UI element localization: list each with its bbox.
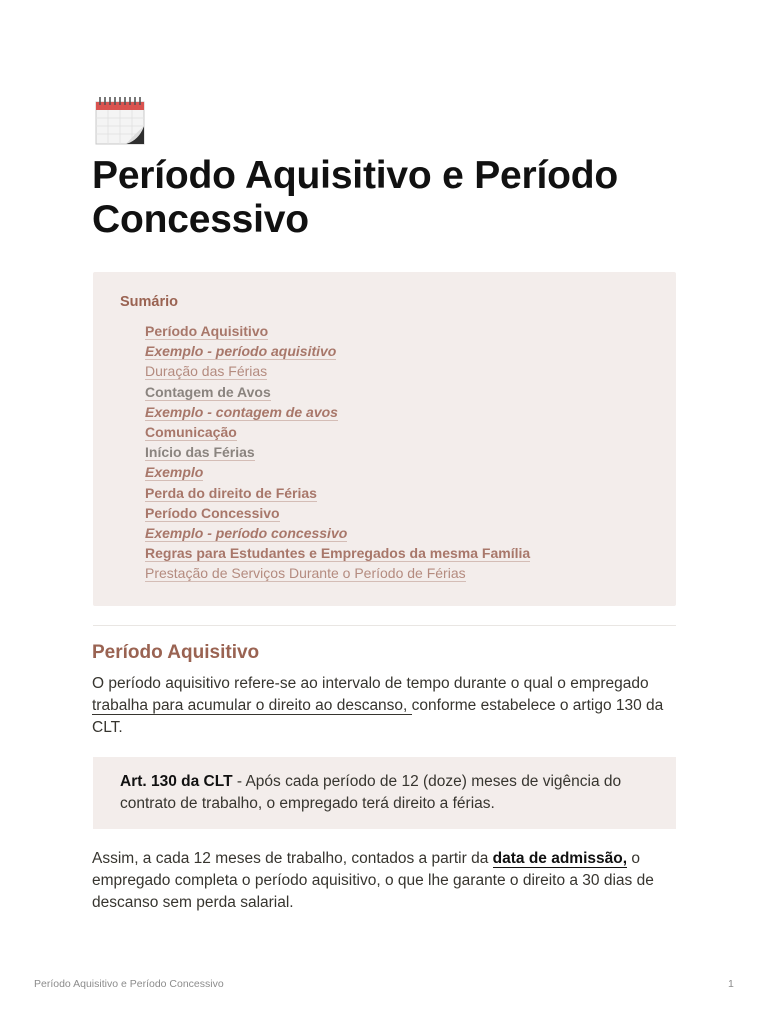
toc-link[interactable]: Exemplo - período concessivo [145, 524, 348, 541]
underlined-phrase: trabalha para acumular o direito ao descanso, [92, 697, 412, 714]
paragraph-text: conforme estabelece o artigo 130 da CLT. [92, 697, 664, 736]
calendar-icon [95, 96, 145, 146]
toc-link[interactable]: Comunicação [145, 423, 237, 440]
table-of-contents [93, 272, 676, 606]
callout-body: - Após cada período de 12 (doze) meses de vigência do contrato de trabalho, o empregado terá direito a férias. [120, 773, 622, 812]
toc-link[interactable]: Duração das Férias [145, 363, 268, 380]
paragraph [92, 848, 682, 914]
bold-underlined-phrase: data de admissão, [492, 850, 628, 867]
toc-title: Sumário [120, 294, 179, 310]
page-title: Período Aquisitivo e Período Concessivo [92, 154, 619, 241]
toc-link[interactable]: Perda do direito de Férias [145, 484, 317, 501]
footer-title: Período Aquisitivo e Período Concessivo [34, 978, 224, 990]
toc-link[interactable]: Regras para Estudantes e Empregados da mesma Família [145, 545, 531, 562]
paragraph-text: O período aquisitivo refere-se ao intervalo de tempo durante o qual o empregado [92, 675, 649, 692]
paragraph-text: o empregado completa o período aquisitivo, o que lhe garante o direito a 30 dias de descanso sem perda salarial. [92, 850, 654, 911]
toc-link[interactable]: Exemplo - contagem de avos [145, 403, 338, 420]
paragraph-text: Assim, a cada 12 meses de trabalho, contados a partir da [92, 850, 493, 867]
section-heading: Período Aquisitivo [92, 642, 260, 663]
toc-link[interactable]: Início das Férias [145, 444, 255, 461]
callout-text [120, 771, 665, 815]
callout-bold: Art. 130 da CLT [120, 773, 233, 790]
divider [93, 625, 676, 626]
toc-link[interactable]: Prestação de Serviços Durante o Período de Férias [145, 565, 466, 582]
toc-link[interactable]: Exemplo [145, 464, 204, 481]
paragraph [92, 673, 682, 739]
toc-list [145, 321, 530, 583]
law-callout [93, 757, 676, 829]
page-number: 1 [728, 978, 734, 990]
toc-link[interactable]: Contagem de Avos [145, 383, 271, 400]
toc-link[interactable]: Exemplo - período aquisitivo [145, 343, 337, 360]
toc-link[interactable]: Período Concessivo [145, 504, 280, 521]
toc-link[interactable]: Período Aquisitivo [145, 323, 269, 339]
